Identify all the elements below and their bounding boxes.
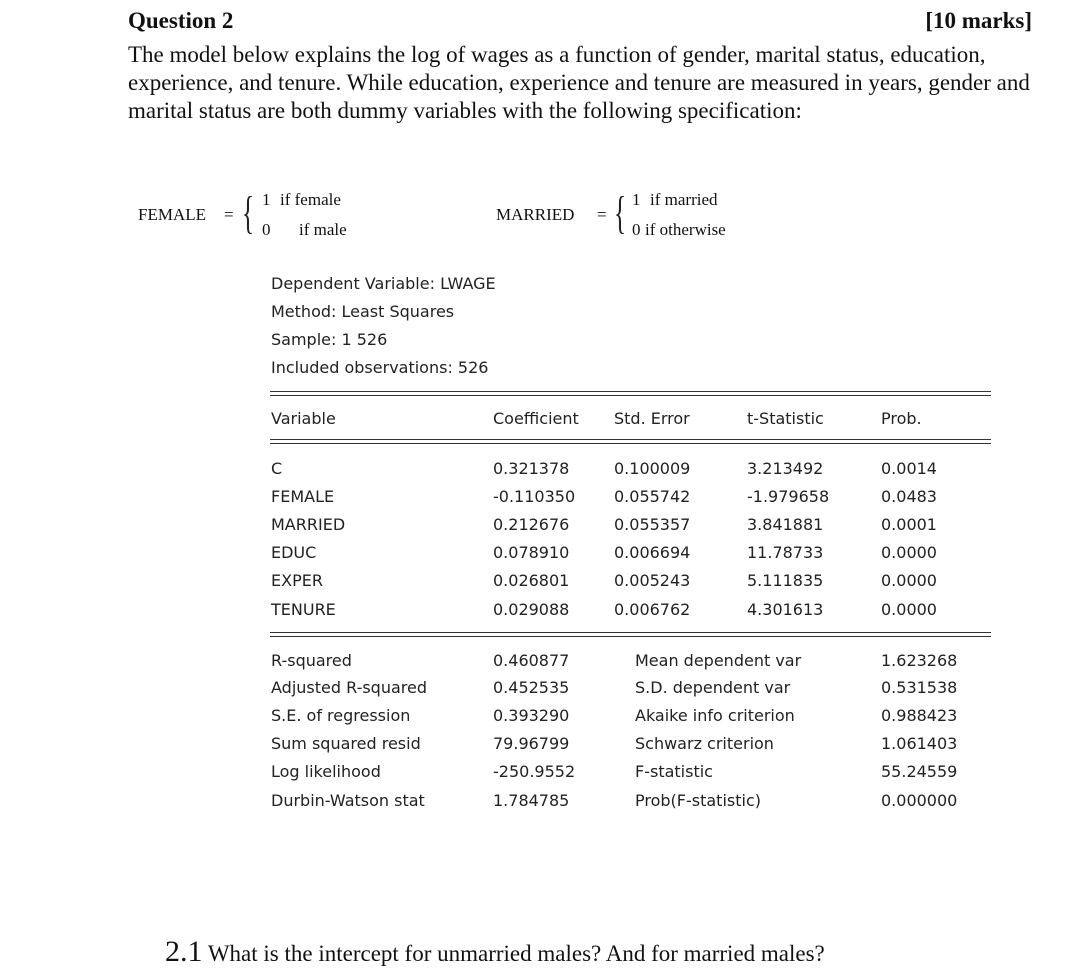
married-case-2: if otherwise [645,220,726,239]
married-value-1: 1 [632,190,641,209]
cell-coefficient: 0.078910 [493,543,570,562]
cell-coefficient: 0.026801 [493,571,570,590]
stat-label: Adjusted R-squared [271,678,428,697]
stat-label: Schwarz criterion [635,734,774,753]
header-variable: Variable [271,409,336,428]
cell-variable: FEMALE [271,487,335,506]
header-std-error: Std. Error [614,409,690,428]
table-rule [270,632,991,633]
cell-t-statistic: 5.111835 [747,571,824,590]
stat-label: S.D. dependent var [635,678,791,697]
female-case-1: if female [280,190,341,209]
header-t-statistic: t-Statistic [747,409,824,428]
stat-label: Akaike info criterion [635,706,795,725]
cell-variable: EXPER [271,571,323,590]
married-brace: { [614,187,627,238]
table-rule [270,439,991,440]
female-equals: = [224,205,234,224]
table-rule [270,395,991,396]
table-rule [270,443,991,444]
cell-std-error: 0.055357 [614,515,691,534]
cell-t-statistic: 4.301613 [747,600,824,619]
cell-prob: 0.0000 [881,543,937,562]
cell-prob: 0.0014 [881,459,937,478]
cell-coefficient: 0.321378 [493,459,570,478]
cell-t-statistic: 11.78733 [747,543,824,562]
cell-prob: 0.0483 [881,487,937,506]
subquestion [165,935,825,969]
cell-prob: 0.0001 [881,515,937,534]
stat-value: 1.784785 [493,791,570,810]
stat-value: 0.531538 [881,678,958,697]
cell-t-statistic: 3.213492 [747,459,824,478]
married-case-1: if married [650,190,718,209]
cell-variable: C [271,459,283,478]
stat-label: Log likelihood [271,762,381,781]
stat-label: F-statistic [635,762,713,781]
cell-variable: EDUC [271,543,317,562]
stat-value: 0.393290 [493,706,570,725]
meta-sample: Sample: 1 526 [271,330,388,349]
stat-value: 79.96799 [493,734,570,753]
married-equals: = [597,205,607,224]
stat-value: 0.452535 [493,678,570,697]
married-lhs: MARRIED [496,205,575,224]
female-case-2: if male [299,220,347,239]
subquestion-text: What is the intercept for unmarried males? And for married males? [207,941,825,966]
cell-std-error: 0.006762 [614,600,691,619]
table-rule [270,636,991,637]
stat-value: 1.623268 [881,651,958,670]
cell-std-error: 0.055742 [614,487,691,506]
header-coefficient: Coefficient [493,409,579,428]
question-title: Question 2 [128,8,234,33]
cell-prob: 0.0000 [881,600,937,619]
meta-dependent-variable: Dependent Variable: LWAGE [271,274,496,293]
cell-variable: MARRIED [271,515,346,534]
meta-observations: Included observations: 526 [271,358,489,377]
stat-value: 55.24559 [881,762,958,781]
stat-value: 1.061403 [881,734,958,753]
stat-label: Mean dependent var [635,651,802,670]
cell-coefficient: 0.212676 [493,515,570,534]
question-marks: [10 marks] [925,8,1032,33]
stat-label: Sum squared resid [271,734,421,753]
stat-value: 0.460877 [493,651,570,670]
cell-std-error: 0.005243 [614,571,691,590]
meta-method: Method: Least Squares [271,302,455,321]
female-lhs: FEMALE [138,205,206,224]
cell-prob: 0.0000 [881,571,937,590]
stat-label: S.E. of regression [271,706,411,725]
female-brace: { [242,187,255,238]
cell-coefficient: 0.029088 [493,600,570,619]
cell-t-statistic: 3.841881 [747,515,824,534]
cell-t-statistic: -1.979658 [747,487,830,506]
cell-std-error: 0.100009 [614,459,691,478]
stat-value: 0.000000 [881,791,958,810]
married-value-2: 0 [632,220,641,239]
header-prob: Prob. [881,409,922,428]
female-value-1: 1 [262,190,271,209]
table-rule [270,391,991,392]
stat-value: 0.988423 [881,706,958,725]
stat-label: Prob(F-statistic) [635,791,761,810]
stat-label: R-squared [271,651,352,670]
cell-std-error: 0.006694 [614,543,691,562]
question-intro: The model below explains the log of wages as a function of gender, marital status, education, experience, and tenure. While education, experience and tenure are measured in years, gender and marital status are both dummy variables with the following specification: [128,42,1030,123]
cell-coefficient: -0.110350 [493,487,576,506]
stat-value: -250.9552 [493,762,576,781]
female-value-2: 0 [262,220,271,239]
subquestion-number: 2.1 [165,935,203,968]
stat-label: Durbin-Watson stat [271,791,425,810]
cell-variable: TENURE [271,600,336,619]
